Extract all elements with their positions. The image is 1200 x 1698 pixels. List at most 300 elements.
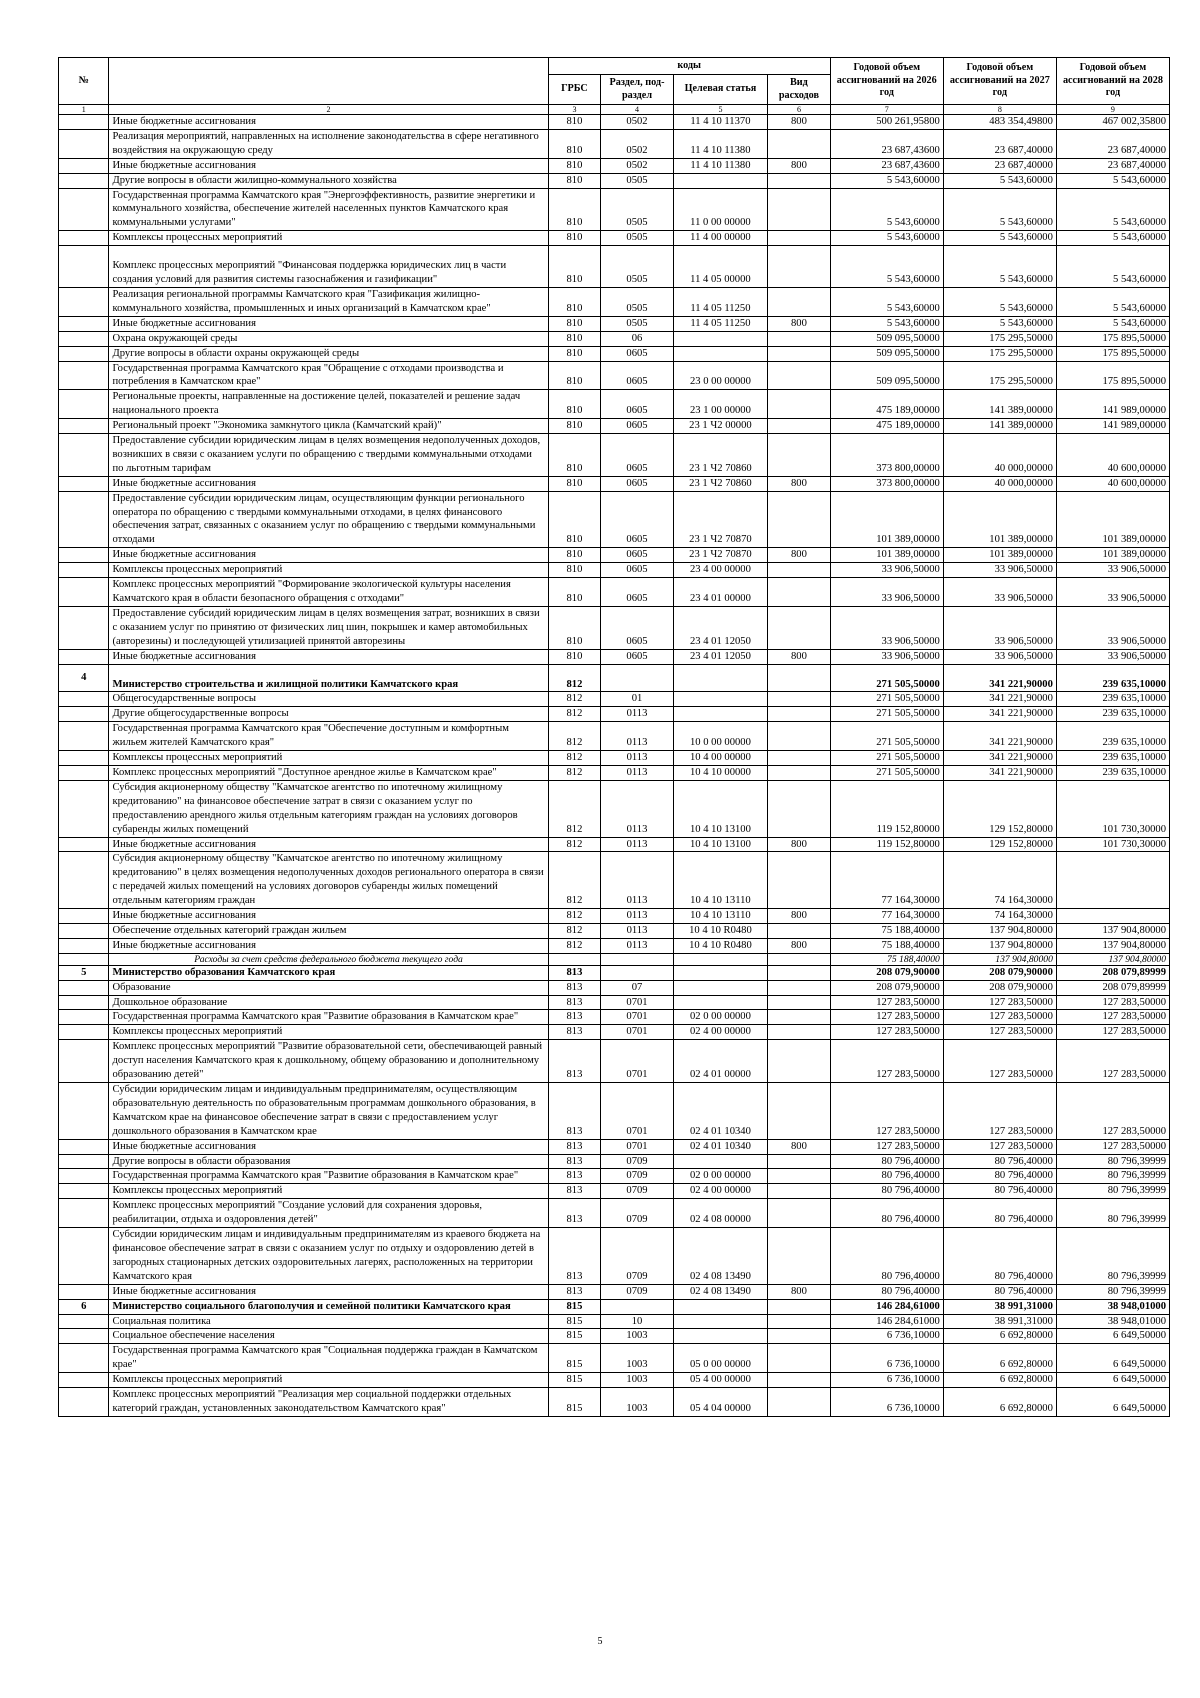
- row-target-cell: 11 4 10 11370: [673, 115, 767, 130]
- table-row: [59, 1388, 1170, 1417]
- row-2028-cell: 6 649,50000: [1056, 1388, 1169, 1417]
- row-target-cell: 11 4 10 11380: [673, 129, 767, 158]
- index-cell: 8: [943, 105, 1056, 115]
- row-number-cell: [59, 231, 109, 246]
- row-name-cell: Министерство социального благополучия и семейной политики Камчатского края: [109, 1299, 548, 1314]
- row-2028-cell: 40 600,00000: [1056, 434, 1169, 477]
- row-target-cell: [673, 965, 767, 980]
- row-grbs-cell: 810: [548, 548, 601, 563]
- table-row: [59, 491, 1170, 548]
- row-2028-cell: 127 283,50000: [1056, 1139, 1169, 1154]
- row-2028-cell: 175 895,50000: [1056, 331, 1169, 346]
- row-name-cell: Комплекс процессных мероприятий "Создание условий для сохранения здоровья, реабилитации, отдыха и оздоровления детей": [109, 1199, 548, 1228]
- row-grbs-cell: 812: [548, 923, 601, 938]
- row-expense-type-cell: [768, 287, 831, 316]
- row-expense-type-cell: [768, 1199, 831, 1228]
- row-razdel-cell: 0605: [601, 649, 673, 664]
- row-2026-cell: 80 796,40000: [830, 1228, 943, 1285]
- row-razdel-cell: 0505: [601, 287, 673, 316]
- row-razdel-cell: 0605: [601, 563, 673, 578]
- row-grbs-cell: 812: [548, 664, 601, 692]
- row-expense-type-cell: [768, 1344, 831, 1373]
- row-razdel-cell: 0113: [601, 780, 673, 837]
- table-row: [59, 1139, 1170, 1154]
- row-2028-cell: 5 543,60000: [1056, 231, 1169, 246]
- row-number-cell: [59, 476, 109, 491]
- row-2028-cell: 40 600,00000: [1056, 476, 1169, 491]
- row-grbs-cell: 810: [548, 316, 601, 331]
- table-row: [59, 765, 1170, 780]
- row-name-cell: Обеспечение отдельных категорий граждан жильем: [109, 923, 548, 938]
- table-body: [59, 115, 1170, 1417]
- row-name-cell: Субсидии юридическим лицам и индивидуальным предпринимателям, осуществляющим образовательную деятельность по образовательным программам дошкольного образования, в Камчатском крае на финансовое обеспечение затрат в связи с предоставлением услуг дошкольного образования в Камчатском крае: [109, 1083, 548, 1140]
- row-number-cell: [59, 1329, 109, 1344]
- table-row: [59, 837, 1170, 852]
- row-expense-type-cell: [768, 1373, 831, 1388]
- table-row: [59, 316, 1170, 331]
- row-razdel-cell: 0605: [601, 361, 673, 390]
- row-number-cell: [59, 995, 109, 1010]
- row-razdel-cell: 0505: [601, 316, 673, 331]
- row-grbs-cell: 815: [548, 1344, 601, 1373]
- row-razdel-cell: 0701: [601, 1083, 673, 1140]
- row-2026-cell: 509 095,50000: [830, 346, 943, 361]
- row-razdel-cell: 1003: [601, 1344, 673, 1373]
- row-razdel-cell: 0605: [601, 578, 673, 607]
- row-2026-cell: 146 284,61000: [830, 1299, 943, 1314]
- row-grbs-cell: 810: [548, 606, 601, 649]
- row-target-cell: 23 4 01 12050: [673, 649, 767, 664]
- row-number-cell: [59, 1184, 109, 1199]
- row-target-cell: 10 4 00 00000: [673, 751, 767, 766]
- row-number-cell: [59, 1314, 109, 1329]
- row-expense-type-cell: [768, 246, 831, 288]
- row-2028-cell: 38 948,01000: [1056, 1314, 1169, 1329]
- row-target-cell: [673, 346, 767, 361]
- table-row: [59, 1154, 1170, 1169]
- row-2026-cell: 5 543,60000: [830, 188, 943, 231]
- row-target-cell: 23 1 00 00000: [673, 390, 767, 419]
- row-2026-cell: 509 095,50000: [830, 331, 943, 346]
- row-target-cell: 05 4 04 00000: [673, 1388, 767, 1417]
- row-target-cell: [673, 707, 767, 722]
- row-2028-cell: 239 635,10000: [1056, 664, 1169, 692]
- row-2026-cell: 80 796,40000: [830, 1169, 943, 1184]
- row-2027-cell: 341 221,90000: [943, 751, 1056, 766]
- row-grbs-cell: 812: [548, 707, 601, 722]
- row-grbs-cell: 810: [548, 287, 601, 316]
- row-target-cell: [673, 331, 767, 346]
- row-name-cell: Комплексы процессных мероприятий: [109, 1373, 548, 1388]
- row-grbs-cell: 810: [548, 158, 601, 173]
- row-2026-cell: 33 906,50000: [830, 606, 943, 649]
- row-number-cell: [59, 578, 109, 607]
- row-number-cell: [59, 1228, 109, 1285]
- index-cell: 4: [601, 105, 673, 115]
- row-razdel-cell: 0709: [601, 1228, 673, 1285]
- row-razdel-cell: 1003: [601, 1373, 673, 1388]
- row-2028-cell: 80 796,39999: [1056, 1284, 1169, 1299]
- row-expense-type-cell: [768, 980, 831, 995]
- row-razdel-cell: [601, 1299, 673, 1314]
- row-expense-type-cell: [768, 434, 831, 477]
- row-expense-type-cell: [768, 1154, 831, 1169]
- row-grbs-cell: 815: [548, 1314, 601, 1329]
- row-2026-cell: 373 800,00000: [830, 434, 943, 477]
- row-2028-cell: 33 906,50000: [1056, 563, 1169, 578]
- row-razdel-cell: 0605: [601, 419, 673, 434]
- table-row: [59, 692, 1170, 707]
- row-razdel-cell: 0505: [601, 231, 673, 246]
- row-2026-cell: 146 284,61000: [830, 1314, 943, 1329]
- row-razdel-cell: 0502: [601, 158, 673, 173]
- index-cell: 7: [830, 105, 943, 115]
- budget-table: [58, 57, 1170, 1417]
- row-target-cell: 23 4 01 12050: [673, 606, 767, 649]
- row-razdel-cell: 0113: [601, 852, 673, 909]
- row-target-cell: 02 4 08 13490: [673, 1228, 767, 1285]
- row-expense-type-cell: 800: [768, 1284, 831, 1299]
- table-row: [59, 361, 1170, 390]
- row-2028-cell: [1056, 909, 1169, 924]
- row-grbs-cell: 810: [548, 434, 601, 477]
- row-grbs-cell: 812: [548, 909, 601, 924]
- row-2028-cell: 80 796,39999: [1056, 1154, 1169, 1169]
- row-2028-cell: 23 687,40000: [1056, 129, 1169, 158]
- row-name-cell: Реализация мероприятий, направленных на исполнение законодательства в сфере негативного воздействия на окружающую среду: [109, 129, 548, 158]
- row-expense-type-cell: 800: [768, 1139, 831, 1154]
- row-2028-cell: 5 543,60000: [1056, 173, 1169, 188]
- table-row: [59, 852, 1170, 909]
- row-expense-type-cell: [768, 751, 831, 766]
- row-2027-cell: 33 906,50000: [943, 578, 1056, 607]
- row-target-cell: 10 4 10 13110: [673, 909, 767, 924]
- table-row: [59, 188, 1170, 231]
- row-expense-type-cell: [768, 346, 831, 361]
- row-expense-type-cell: 800: [768, 158, 831, 173]
- row-target-cell: [673, 995, 767, 1010]
- table-row: [59, 938, 1170, 953]
- row-razdel-cell: 0701: [601, 1025, 673, 1040]
- row-2026-cell: 500 261,95800: [830, 115, 943, 130]
- row-number-cell: [59, 419, 109, 434]
- row-target-cell: 23 1 Ч2 00000: [673, 419, 767, 434]
- row-2026-cell: 127 283,50000: [830, 1010, 943, 1025]
- row-target-cell: 11 4 05 11250: [673, 287, 767, 316]
- row-target-cell: 11 4 10 11380: [673, 158, 767, 173]
- row-2027-cell: 5 543,60000: [943, 316, 1056, 331]
- row-2027-cell: 5 543,60000: [943, 188, 1056, 231]
- row-2027-cell: 6 692,80000: [943, 1373, 1056, 1388]
- row-target-cell: 11 4 05 00000: [673, 246, 767, 288]
- row-2027-cell: 6 692,80000: [943, 1388, 1056, 1417]
- row-grbs-cell: 810: [548, 419, 601, 434]
- row-razdel-cell: 0605: [601, 491, 673, 548]
- row-target-cell: [673, 1299, 767, 1314]
- row-name-cell: Образование: [109, 980, 548, 995]
- row-razdel-cell: 0113: [601, 765, 673, 780]
- row-razdel-cell: 0502: [601, 115, 673, 130]
- table-row: [59, 953, 1170, 965]
- row-expense-type-cell: [768, 173, 831, 188]
- header-2026: Годовой объем ассигнований на 2026 год: [830, 58, 943, 105]
- row-expense-type-cell: [768, 1040, 831, 1083]
- row-expense-type-cell: [768, 231, 831, 246]
- header-grbs: ГРБС: [548, 75, 601, 105]
- header-2027: Годовой объем ассигнований на 2027 год: [943, 58, 1056, 105]
- row-expense-type-cell: 800: [768, 649, 831, 664]
- row-2026-cell: 80 796,40000: [830, 1184, 943, 1199]
- row-target-cell: 10 4 10 13100: [673, 780, 767, 837]
- row-2027-cell: 6 692,80000: [943, 1329, 1056, 1344]
- row-2028-cell: 80 796,39999: [1056, 1169, 1169, 1184]
- row-grbs-cell: 813: [548, 1184, 601, 1199]
- row-2026-cell: 23 687,43600: [830, 158, 943, 173]
- row-grbs-cell: 812: [548, 780, 601, 837]
- row-name-cell: Реализация региональной программы Камчатского края "Газификация жилищно-коммунального хозяйства, промышленных и иных организаций в Камчатском крае": [109, 287, 548, 316]
- table-row: [59, 246, 1170, 288]
- row-razdel-cell: 0605: [601, 346, 673, 361]
- row-name-cell: Комплексы процессных мероприятий: [109, 1025, 548, 1040]
- row-2027-cell: 80 796,40000: [943, 1154, 1056, 1169]
- row-grbs-cell: 810: [548, 476, 601, 491]
- row-2028-cell: 38 948,01000: [1056, 1299, 1169, 1314]
- row-2027-cell: 127 283,50000: [943, 1139, 1056, 1154]
- row-target-cell: [673, 692, 767, 707]
- table-row: [59, 287, 1170, 316]
- row-2026-cell: 475 189,00000: [830, 419, 943, 434]
- row-name-cell: Расходы за счет средств федерального бюджета текущего года: [109, 953, 548, 965]
- row-grbs-cell: [548, 953, 601, 965]
- row-expense-type-cell: [768, 419, 831, 434]
- row-razdel-cell: 0701: [601, 995, 673, 1010]
- row-grbs-cell: 810: [548, 578, 601, 607]
- row-2026-cell: 23 687,43600: [830, 129, 943, 158]
- row-number-cell: [59, 1154, 109, 1169]
- row-2027-cell: 74 164,30000: [943, 909, 1056, 924]
- row-2026-cell: 33 906,50000: [830, 563, 943, 578]
- row-number-cell: [59, 1344, 109, 1373]
- row-number-cell: [59, 1169, 109, 1184]
- table-row: [59, 980, 1170, 995]
- row-target-cell: 23 4 01 00000: [673, 578, 767, 607]
- row-2027-cell: 38 991,31000: [943, 1299, 1056, 1314]
- table-row: [59, 1299, 1170, 1314]
- row-number-cell: [59, 692, 109, 707]
- row-grbs-cell: 813: [548, 1199, 601, 1228]
- row-target-cell: [673, 664, 767, 692]
- row-2026-cell: 271 505,50000: [830, 692, 943, 707]
- row-number-cell: [59, 434, 109, 477]
- row-2028-cell: 208 079,89999: [1056, 980, 1169, 995]
- row-name-cell: Общегосударственные вопросы: [109, 692, 548, 707]
- row-name-cell: Субсидия акционерному обществу "Камчатское агентство по ипотечному жилищному кредитованию" в целях возмещения недополученных доходов регионального оператора в связи с передачей жилых помещений на условиях договоров субаренды жилых помещений отдельным категориям граждан: [109, 852, 548, 909]
- row-2027-cell: 74 164,30000: [943, 852, 1056, 909]
- row-2027-cell: 127 283,50000: [943, 1083, 1056, 1140]
- row-razdel-cell: 10: [601, 1314, 673, 1329]
- row-2028-cell: 239 635,10000: [1056, 692, 1169, 707]
- row-2027-cell: 175 295,50000: [943, 346, 1056, 361]
- row-grbs-cell: 813: [548, 1040, 601, 1083]
- row-name-cell: Охрана окружающей среды: [109, 331, 548, 346]
- index-cell: 5: [673, 105, 767, 115]
- row-2026-cell: 101 389,00000: [830, 491, 943, 548]
- table-row: [59, 965, 1170, 980]
- row-2027-cell: 5 543,60000: [943, 287, 1056, 316]
- row-2028-cell: 137 904,80000: [1056, 923, 1169, 938]
- row-target-cell: 11 0 00 00000: [673, 188, 767, 231]
- row-2027-cell: 6 692,80000: [943, 1344, 1056, 1373]
- row-2027-cell: 137 904,80000: [943, 953, 1056, 965]
- row-target-cell: 23 1 Ч2 70870: [673, 548, 767, 563]
- table-row: [59, 1169, 1170, 1184]
- row-number-cell: [59, 606, 109, 649]
- row-2027-cell: 33 906,50000: [943, 606, 1056, 649]
- table-row: [59, 1228, 1170, 1285]
- row-razdel-cell: 0505: [601, 173, 673, 188]
- row-expense-type-cell: [768, 965, 831, 980]
- table-row: [59, 1184, 1170, 1199]
- index-cell: 6: [768, 105, 831, 115]
- row-name-cell: Предоставление субсидии юридическим лицам, осуществляющим функции регионального оператора по обращению с твердыми коммунальными отходами, в целях финансового обеспечения затрат, связанных с оказанием услуг по обращению с твердыми коммунальными отходами: [109, 491, 548, 548]
- row-number-cell: [59, 722, 109, 751]
- row-2028-cell: 23 687,40000: [1056, 158, 1169, 173]
- row-2028-cell: 6 649,50000: [1056, 1373, 1169, 1388]
- row-2028-cell: 127 283,50000: [1056, 1040, 1169, 1083]
- row-2027-cell: 40 000,00000: [943, 476, 1056, 491]
- row-2026-cell: 271 505,50000: [830, 707, 943, 722]
- row-expense-type-cell: [768, 953, 831, 965]
- row-grbs-cell: 810: [548, 188, 601, 231]
- row-name-cell: Комплексы процессных мероприятий: [109, 231, 548, 246]
- row-grbs-cell: 813: [548, 1284, 601, 1299]
- row-2028-cell: 6 649,50000: [1056, 1344, 1169, 1373]
- row-2026-cell: 6 736,10000: [830, 1344, 943, 1373]
- row-2027-cell: 80 796,40000: [943, 1228, 1056, 1285]
- row-target-cell: 02 4 01 10340: [673, 1083, 767, 1140]
- row-target-cell: 23 1 Ч2 70870: [673, 491, 767, 548]
- row-expense-type-cell: [768, 780, 831, 837]
- row-2026-cell: 77 164,30000: [830, 909, 943, 924]
- row-2026-cell: 208 079,90000: [830, 980, 943, 995]
- row-grbs-cell: 813: [548, 995, 601, 1010]
- row-2027-cell: 33 906,50000: [943, 563, 1056, 578]
- index-cell: 2: [109, 105, 548, 115]
- header-target: Целевая статья: [673, 75, 767, 105]
- row-razdel-cell: 0709: [601, 1284, 673, 1299]
- row-target-cell: 23 1 Ч2 70860: [673, 476, 767, 491]
- row-razdel-cell: 1003: [601, 1388, 673, 1417]
- row-2027-cell: 101 389,00000: [943, 548, 1056, 563]
- row-number-cell: [59, 953, 109, 965]
- row-expense-type-cell: [768, 1169, 831, 1184]
- row-2028-cell: 33 906,50000: [1056, 649, 1169, 664]
- row-razdel-cell: 0709: [601, 1184, 673, 1199]
- row-name-cell: Иные бюджетные ассигнования: [109, 115, 548, 130]
- header-razdel: Раздел, под-раздел: [601, 75, 673, 105]
- row-expense-type-cell: 800: [768, 938, 831, 953]
- row-number-cell: [59, 837, 109, 852]
- row-2027-cell: 137 904,80000: [943, 923, 1056, 938]
- row-number-cell: [59, 390, 109, 419]
- row-expense-type-cell: [768, 1329, 831, 1344]
- row-name-cell: Иные бюджетные ассигнования: [109, 1139, 548, 1154]
- table-row: [59, 548, 1170, 563]
- row-expense-type-cell: 800: [768, 548, 831, 563]
- row-number-cell: [59, 1284, 109, 1299]
- row-2027-cell: 5 543,60000: [943, 173, 1056, 188]
- row-name-cell: Иные бюджетные ассигнования: [109, 548, 548, 563]
- table-row: [59, 1344, 1170, 1373]
- row-2026-cell: 119 152,80000: [830, 780, 943, 837]
- row-2028-cell: 175 895,50000: [1056, 361, 1169, 390]
- row-2026-cell: 75 188,40000: [830, 953, 943, 965]
- row-2026-cell: 80 796,40000: [830, 1284, 943, 1299]
- table-row: [59, 1025, 1170, 1040]
- row-target-cell: 10 4 10 13100: [673, 837, 767, 852]
- row-expense-type-cell: [768, 578, 831, 607]
- row-name-cell: Государственная программа Камчатского края "Обращение с отходами производства и потребления в Камчатском крае": [109, 361, 548, 390]
- row-razdel-cell: 01: [601, 692, 673, 707]
- row-razdel-cell: 07: [601, 980, 673, 995]
- row-number-cell: [59, 361, 109, 390]
- row-2027-cell: 175 295,50000: [943, 331, 1056, 346]
- row-2027-cell: 341 221,90000: [943, 722, 1056, 751]
- row-expense-type-cell: [768, 722, 831, 751]
- row-2026-cell: 6 736,10000: [830, 1329, 943, 1344]
- row-grbs-cell: 810: [548, 649, 601, 664]
- row-grbs-cell: 813: [548, 1154, 601, 1169]
- row-target-cell: 11 4 00 00000: [673, 231, 767, 246]
- row-name-cell: Иные бюджетные ассигнования: [109, 316, 548, 331]
- row-2028-cell: 101 389,00000: [1056, 491, 1169, 548]
- row-number-cell: [59, 188, 109, 231]
- row-grbs-cell: 813: [548, 1139, 601, 1154]
- index-cell: 9: [1056, 105, 1169, 115]
- budget-document: [58, 57, 1170, 1417]
- row-2027-cell: 127 283,50000: [943, 1025, 1056, 1040]
- row-name-cell: Государственная программа Камчатского края "Развитие образования в Камчатском крае": [109, 1010, 548, 1025]
- row-2027-cell: 80 796,40000: [943, 1199, 1056, 1228]
- row-2028-cell: 33 906,50000: [1056, 578, 1169, 607]
- row-number-cell: [59, 287, 109, 316]
- row-expense-type-cell: 800: [768, 316, 831, 331]
- row-expense-type-cell: [768, 129, 831, 158]
- row-name-cell: Комплекс процессных мероприятий "Реализация мер социальной поддержки отдельных категорий граждан, установленных законодательством Камчатского края": [109, 1388, 548, 1417]
- row-2027-cell: 5 543,60000: [943, 231, 1056, 246]
- row-number-cell: [59, 491, 109, 548]
- row-2026-cell: 5 543,60000: [830, 316, 943, 331]
- row-2027-cell: 127 283,50000: [943, 1010, 1056, 1025]
- row-target-cell: 10 4 10 00000: [673, 765, 767, 780]
- row-number-cell: 5: [59, 965, 109, 980]
- row-2027-cell: 80 796,40000: [943, 1284, 1056, 1299]
- row-2027-cell: 129 152,80000: [943, 780, 1056, 837]
- row-2026-cell: 75 188,40000: [830, 938, 943, 953]
- row-name-cell: Министерство образования Камчатского края: [109, 965, 548, 980]
- row-target-cell: 02 0 00 00000: [673, 1010, 767, 1025]
- row-2028-cell: 141 989,00000: [1056, 390, 1169, 419]
- row-name-cell: Комплекс процессных мероприятий "Развитие образовательной сети, обеспечивающей равный доступ населения Камчатского края к дошкольному, общему образованию и дополнительному образованию детей": [109, 1040, 548, 1083]
- row-expense-type-cell: [768, 707, 831, 722]
- row-2027-cell: 23 687,40000: [943, 129, 1056, 158]
- row-number-cell: [59, 707, 109, 722]
- table-row: [59, 707, 1170, 722]
- row-razdel-cell: 0709: [601, 1199, 673, 1228]
- row-grbs-cell: 812: [548, 751, 601, 766]
- row-grbs-cell: 810: [548, 129, 601, 158]
- row-2026-cell: 208 079,90000: [830, 965, 943, 980]
